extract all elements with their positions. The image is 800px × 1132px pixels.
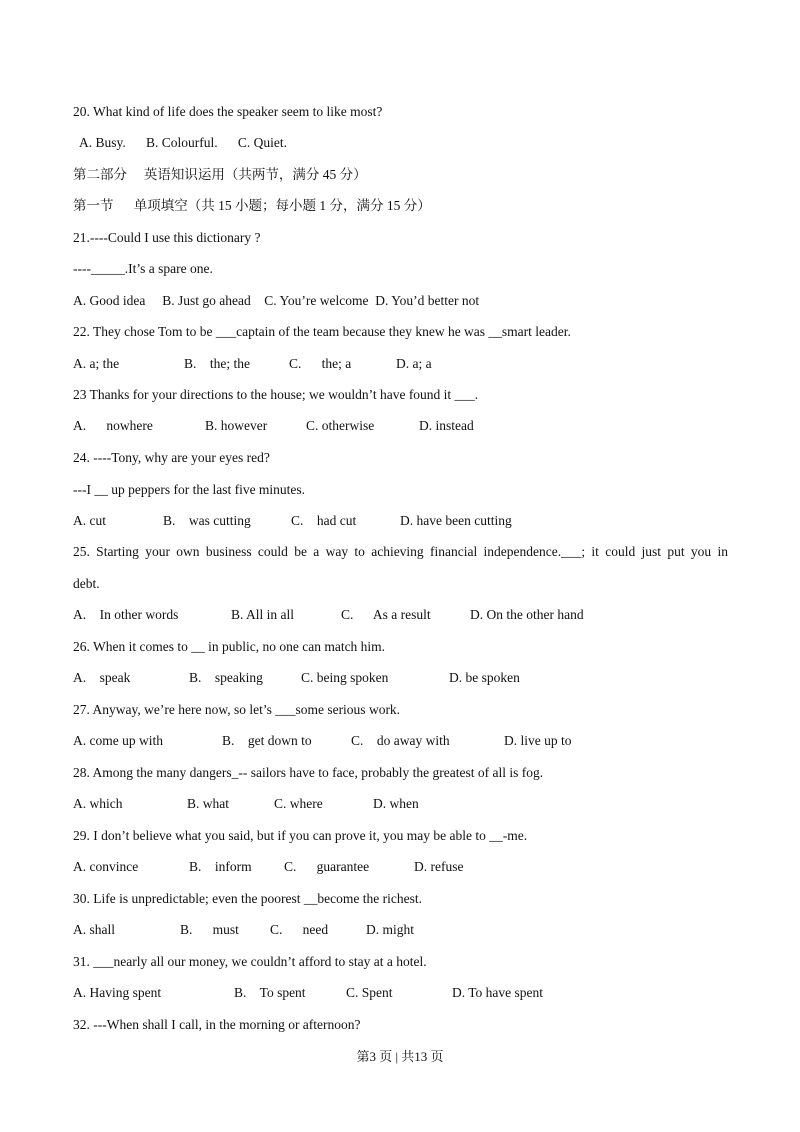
option-d: D. refuse — [414, 859, 464, 874]
option-c: C. Spent — [346, 985, 393, 1000]
option-a: A. speak — [73, 670, 131, 685]
question-25-line-1: 25. Starting your own business could be a way to achieving financial independence.___; it could just put you in — [73, 544, 728, 559]
option-d: D. might — [366, 922, 415, 937]
question-29: 29. I don’t believe what you said, but if you can prove it, you may be able to __-me. — [73, 828, 528, 843]
option-c: C. had cut — [291, 513, 357, 528]
question-28: 28. Among the many dangers_-- sailors have to face, probably the greatest of all is fog. — [73, 765, 544, 780]
option-b: B. however — [205, 418, 268, 433]
option-c: C. As a result — [341, 607, 431, 622]
option-b: B. inform — [189, 859, 252, 874]
option-d: D. To have spent — [452, 985, 544, 1000]
question-26: 26. When it comes to __ in public, no one can match him. — [73, 639, 386, 654]
question-20: 20. What kind of life does the speaker seem to like most? — [73, 104, 383, 119]
question-27: 27. Anyway, we’re here now, so let’s ___some serious work. — [73, 702, 401, 717]
option-d: D. instead — [419, 418, 474, 433]
option-c: C. otherwise — [306, 418, 375, 433]
option-a: A. a; the — [73, 356, 120, 371]
option-c: C. need — [270, 922, 329, 937]
section-one-heading: 第一节 单项填空（共 15 小题；每小题 1 分，满分 15 分） — [73, 198, 431, 213]
option-d: D. live up to — [504, 733, 572, 748]
option-a: A. Having spent — [73, 985, 162, 1000]
question-24: 24. ----Tony, why are your eyes red? — [73, 450, 270, 465]
option-a: A. come up with — [73, 733, 163, 748]
question-21: 21.----Could I use this dictionary ? — [73, 230, 261, 245]
option-c: C. where — [274, 796, 323, 811]
question-32: 32. ---When shall I call, in the morning or afternoon? — [73, 1017, 361, 1032]
option-a: A. In other words — [73, 607, 179, 622]
option-b: B. what — [187, 796, 229, 811]
part-two-heading: 第二部分 英语知识运用（共两节，满分 45 分） — [73, 167, 367, 182]
option-b: B. speaking — [189, 670, 263, 685]
option-c: C. being spoken — [301, 670, 389, 685]
page-footer: 第3 页 | 共13 页 — [356, 1049, 444, 1064]
option-b: B. To spent — [234, 985, 306, 1000]
option-d: D. have been cutting — [400, 513, 512, 528]
option-d: D. a; a — [396, 356, 432, 371]
option-c: C. do away with — [351, 733, 450, 748]
option-b: B. get down to — [222, 733, 312, 748]
question-20-options: A. Busy. B. Colourful. C. Quiet. — [79, 135, 288, 150]
question-31: 31. ___nearly all our money, we couldn’t afford to stay at a hotel. — [73, 954, 427, 969]
option-a: A. which — [73, 796, 123, 811]
question-25-line-2: debt. — [73, 576, 100, 591]
question-21-options: A. Good idea B. Just go ahead C. You’re welcome D. You’d better not — [73, 293, 480, 308]
option-d: D. On the other hand — [470, 607, 584, 622]
option-a: A. cut — [73, 513, 106, 528]
option-c: C. guarantee — [284, 859, 370, 874]
option-a: A. nowhere — [73, 418, 153, 433]
question-23: 23 Thanks for your directions to the house; we wouldn’t have found it ___. — [73, 387, 479, 402]
option-b: B. All in all — [231, 607, 295, 622]
option-a: A. convince — [73, 859, 139, 874]
option-b: B. must — [180, 922, 239, 937]
option-b: B. the; the — [184, 356, 250, 371]
option-c: C. the; a — [289, 356, 352, 371]
option-d: D. be spoken — [449, 670, 520, 685]
question-24-answer: ---I __ up peppers for the last five minutes. — [73, 482, 306, 497]
option-b: B. was cutting — [163, 513, 251, 528]
question-22: 22. They chose Tom to be ___captain of the team because they knew he was __smart leader. — [73, 324, 571, 339]
question-30: 30. Life is unpredictable; even the poorest __become the richest. — [73, 891, 423, 906]
option-a: A. shall — [73, 922, 115, 937]
question-21-answer: ----_____.It’s a spare one. — [73, 261, 213, 276]
option-d: D. when — [373, 796, 419, 811]
